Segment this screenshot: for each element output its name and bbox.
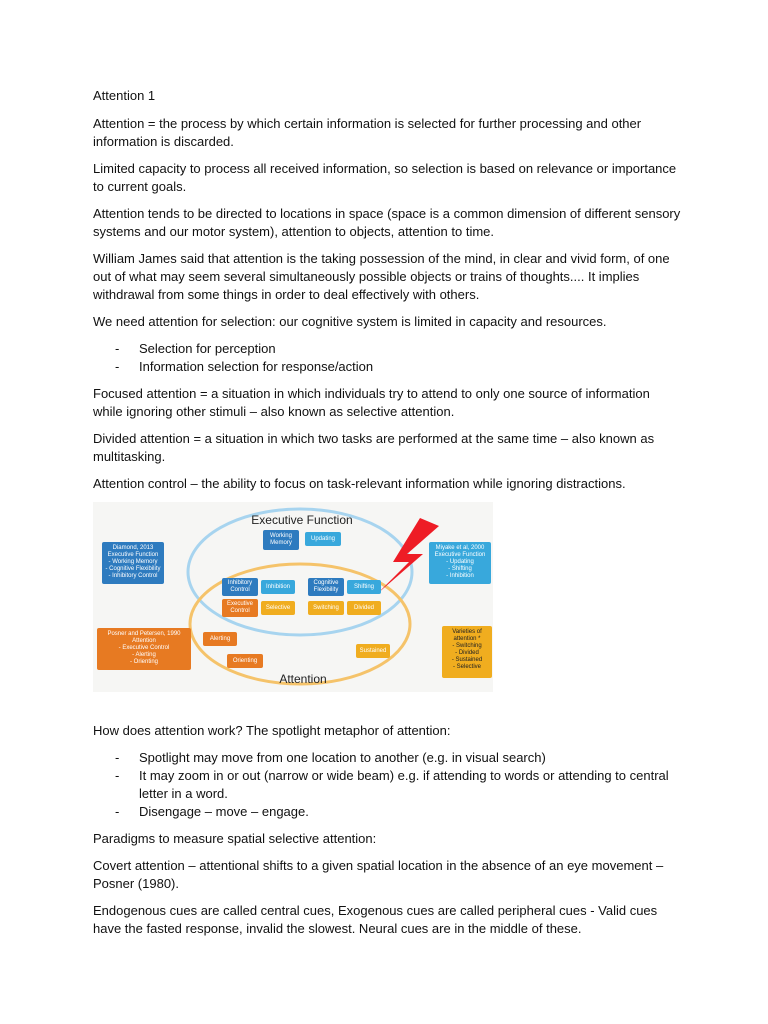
box-sustained: Sustained: [356, 644, 390, 658]
miyake-item: - Inhibition: [446, 573, 474, 579]
list-item-text: Spotlight may move from one location to another (e.g. in visual search): [139, 750, 546, 765]
paragraph-focused-attention: Focused attention = a situation in which individuals try to attend to only one source of information while ignoring other stimuli – also known as selective attention.: [93, 386, 650, 419]
box-working-memory: Working Memory: [263, 530, 299, 550]
document-title: Attention 1: [93, 88, 156, 103]
box-shifting: Shifting: [347, 580, 381, 594]
posner-title: Posner and Petersen, 1990 Attention: [107, 631, 181, 644]
diamond-item: - Inhibitory Control: [108, 573, 158, 579]
miyake-2000-box: [429, 542, 491, 584]
list-item-text: Disengage – move – engage.: [139, 804, 309, 819]
paragraph-covert-attention: Covert attention – attentional shifts to a given spatial location in the absence of an eye movement – Posner (1980).: [93, 858, 664, 891]
box-switching: Switching: [308, 601, 344, 615]
executive-function-title: Executive Function: [251, 513, 353, 527]
varieties-item: - Divided: [455, 650, 479, 656]
diamond-item: - Working Memory: [108, 559, 158, 565]
list-dash: -: [115, 341, 120, 356]
attention-title: Attention: [279, 672, 327, 686]
box-inhibitory-control: Inhibitory Control: [222, 578, 258, 596]
paragraph-need-attention: We need attention for selection: our cognitive system is limited in capacity and resources.: [93, 314, 607, 329]
posner-item: - Orienting: [129, 659, 158, 665]
paragraph-spotlight-metaphor: How does attention work? The spotlight metaphor of attention:: [93, 723, 451, 738]
diamond-2013-box: [102, 542, 164, 584]
list-item-text: Information selection for response/action: [139, 359, 374, 374]
paragraph-cues: Endogenous cues are called central cues, Exogenous cues are called peripheral cues - Valid cues have the fasted response, invalid the slowest. Neural cues are in the middle of these.: [93, 903, 658, 936]
list-dash: -: [115, 359, 120, 374]
posner-item: - Alerting: [132, 652, 156, 658]
list-item: [115, 803, 675, 821]
paragraph-divided-attention: Divided attention = a situation in which two tasks are performed at the same time – also known as multitasking.: [93, 431, 655, 464]
varieties-item: - Sustained: [451, 657, 483, 663]
list-dash: -: [115, 804, 120, 819]
box-divided: Divided: [347, 601, 381, 615]
list-item-text: Selection for perception: [139, 341, 276, 356]
list-item: [115, 749, 675, 767]
list-item-text: It may zoom in or out (narrow or wide beam) e.g. if attending to words or attending to central letter in a word.: [139, 768, 669, 801]
paragraph-attention-control: Attention control – the ability to focus on task-relevant information while ignoring distractions.: [93, 476, 626, 491]
list-item: [115, 340, 675, 358]
list-item: [115, 358, 675, 376]
miyake-item: - Updating: [446, 559, 474, 565]
box-selective: Selective: [261, 601, 295, 615]
posner-item: - Executive Control: [118, 645, 170, 651]
varieties-of-attention-box: [442, 626, 492, 678]
box-cognitive-flexibility: Cognitive Flexibility: [308, 578, 344, 596]
paragraph-attention-definition: Attention = the process by which certain information is selected for further processing and other information is discarded.: [93, 116, 642, 149]
posner-petersen-1990-box: [97, 628, 191, 670]
varieties-title: Varieties of attention *: [452, 629, 482, 642]
list-dash: -: [115, 768, 120, 783]
miyake-item: - Shifting: [448, 566, 472, 572]
varieties-item: - Switching: [452, 643, 482, 649]
box-inhibition: Inhibition: [261, 580, 295, 594]
paragraph-attention-space: Attention tends to be directed to locations in space (space is a common dimension of different sensory systems and our motor system), attention to objects, attention to time.: [93, 206, 681, 239]
paragraph-paradigms: Paradigms to measure spatial selective attention:: [93, 831, 377, 846]
box-orienting: Orienting: [227, 654, 263, 668]
box-updating: Updating: [305, 532, 341, 546]
varieties-item: - Selective: [452, 664, 481, 670]
diamond-item: - Cognitive Flexibility: [105, 566, 161, 572]
attention-diagram: [93, 502, 493, 692]
box-alerting: Alerting: [203, 632, 237, 646]
diamond-title: Diamond, 2013 Executive Function: [107, 545, 159, 558]
box-executive-control: Executive Control: [222, 599, 258, 617]
list-item: [115, 767, 675, 803]
paragraph-william-james: William James said that attention is the taking possession of the mind, in clear and vivid form, of one out of what may seem several simultaneously possible objects or trains of thoughts.... It implies withdrawal from some things in order to deal effectively with others.: [93, 251, 670, 302]
miyake-title: Miyake et al, 2000 Executive Function: [434, 545, 486, 558]
list-dash: -: [115, 750, 120, 765]
paragraph-limited-capacity: Limited capacity to process all received information, so selection is based on relevance or importance to current goals.: [93, 161, 677, 194]
